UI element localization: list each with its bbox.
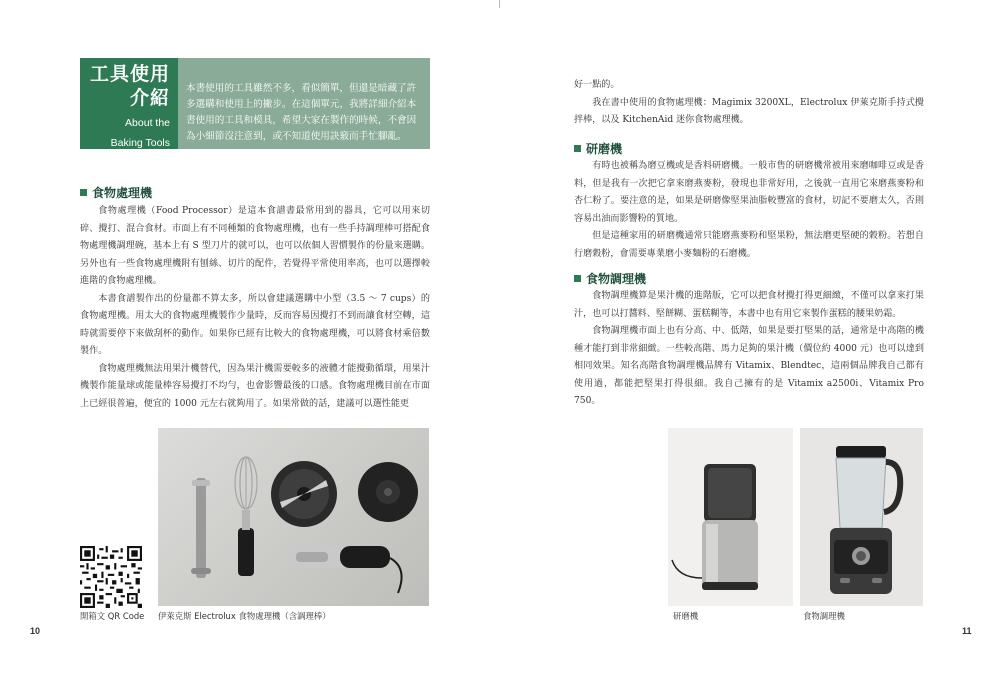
qr-code-image[interactable] xyxy=(80,546,142,608)
page-number-left: 10 xyxy=(30,626,41,636)
food-processor-illustration xyxy=(158,428,429,606)
qr-caption: 開箱文 QR Code xyxy=(80,611,145,621)
heading-square-icon xyxy=(574,145,581,152)
chapter-title-zh-line1: 工具使用 xyxy=(89,63,170,85)
blender-photo xyxy=(800,428,923,606)
left-body-text xyxy=(80,203,430,413)
intro-line: 為小細節沒注意到，或不知道使用訣竅而手忙腳亂。 xyxy=(186,131,407,142)
heading-grinder xyxy=(574,140,622,157)
blender-caption: 食物調理機 xyxy=(803,611,845,621)
heading-food-processor xyxy=(80,184,152,201)
paragraph: 好一點的。 xyxy=(574,80,620,90)
chapter-title-zh-line2: 介紹 xyxy=(129,87,170,109)
chapter-title-en-line2: Baking Tools xyxy=(110,137,170,149)
intro-line: 多選購和使用上的撇步。在這個單元，我將詳細介紹本 xyxy=(186,99,417,110)
grinder-text xyxy=(574,158,924,263)
paragraph: 本書食譜製作出的份量都不算太多，所以會建議選購中小型（3.5 ～ 7 cups）的食物處理機。用太大的食物處理機製作少量時，反而容易因攪打不到而讓食材空轉，這時就需要停下來做刮杯的動作。如果你已經有比較大的食物處理機，可以將食材乘倍數製作。 xyxy=(80,293,430,356)
heading-square-icon xyxy=(574,275,581,282)
intro-line: 書使用的工具和模具，希望大家在製作的時候，不會因 xyxy=(186,115,417,126)
paragraph: 食物處理機（Food Processor）是這本食譜書最常用到的器具，它可以用來切碎、攪打、混合食材。市面上有不同種類的食物處理機，也有一些手持調理棒可搭配食物處理機調理碗，基本上有 S 型刀片的就可以，也可以依個人習慣製作的份量來選購。另外也有一些食物處理機附有刨絲、切片的配件，若覺得平常使用率高，也可以選擇較進階的食物處理機。 xyxy=(80,206,430,286)
chapter-title-box xyxy=(80,58,178,149)
paragraph: 有時也被稱為磨豆機或是香料研磨機。一般市售的研磨機常被用來磨咖啡豆或是香料，但是我有一次把它拿來磨燕麥粉，發現也非常好用，之後就一直用它來磨燕麥粉和杏仁粉了。要注意的是，如果是研磨像堅果油脂較豐富的食材，切記不要磨太久，否則容易出油而影響粉的質地。 xyxy=(574,161,924,224)
heading-text: 研磨機 xyxy=(586,142,623,156)
paragraph: 食物調理機算是果汁機的進階版，它可以把食材攪打得更細緻，不僅可以拿來打果汁，也可以打醬料、堅餅糊、蛋糕糊等，本書中也有用它來製作蛋糕的腰果奶霜。 xyxy=(574,291,924,319)
right-continued-text xyxy=(574,77,924,130)
heading-blender xyxy=(574,270,646,287)
chapter-title-en-line1: About the xyxy=(125,117,170,129)
chapter-intro xyxy=(178,58,430,149)
grinder-caption: 研磨機 xyxy=(673,611,699,621)
page-number-right: 11 xyxy=(962,626,972,636)
paragraph: 食物處理機無法用果汁機替代，因為果汁機需要較多的液體才能攪動循環，用果汁機製作能量球或能量棒容易攪打不均勻，也會影響最後的口感。食物處理機目前在市面上已經很普遍，便宜的 1000 元左右就夠用了。如果常做的話，建議可以選性能更 xyxy=(80,363,430,409)
paragraph: 食物調理機市面上也有分高、中、低階，如果是要打堅果的話，通常是中高階的機種才能打到非常細緻。一些較高階、馬力足夠的果汁機（價位約 4000 元）也可以達到相同效果。知名高階食物調理機品牌有 Vitamix、Blendtec，這兩個品牌我自己都有使用過，都能把堅果打得很細。我自己擁有的是 Vitamix a2500i、Vitamix Pro 750。 xyxy=(574,326,924,406)
grinder-illustration xyxy=(668,428,793,606)
heading-text: 食物處理機 xyxy=(92,186,153,200)
food-processor-photo xyxy=(158,428,429,606)
paragraph: 但是這種家用的研磨機通常只能磨燕麥粉和堅果粉，無法磨更堅硬的穀粉。若想自行磨穀粉，會需要專業磨小麥麵粉的石磨機。 xyxy=(574,231,924,259)
paragraph: 我在書中使用的食物處理機：Magimix 3200XL，Electrolux 伊萊克斯手持式攪拌棒，以及 KitchenAid 迷你食物處理機。 xyxy=(574,97,924,125)
blender-text xyxy=(574,288,924,411)
intro-line: 本書使用的工具雖然不多，看似簡單，但還是暗藏了許 xyxy=(186,83,417,94)
heading-square-icon xyxy=(80,189,87,196)
heading-text: 食物調理機 xyxy=(586,272,647,286)
food-processor-caption: 伊萊克斯 Electrolux 食物處理機（含調理棒） xyxy=(158,611,331,621)
blender-illustration xyxy=(800,428,923,606)
grinder-photo xyxy=(668,428,793,606)
